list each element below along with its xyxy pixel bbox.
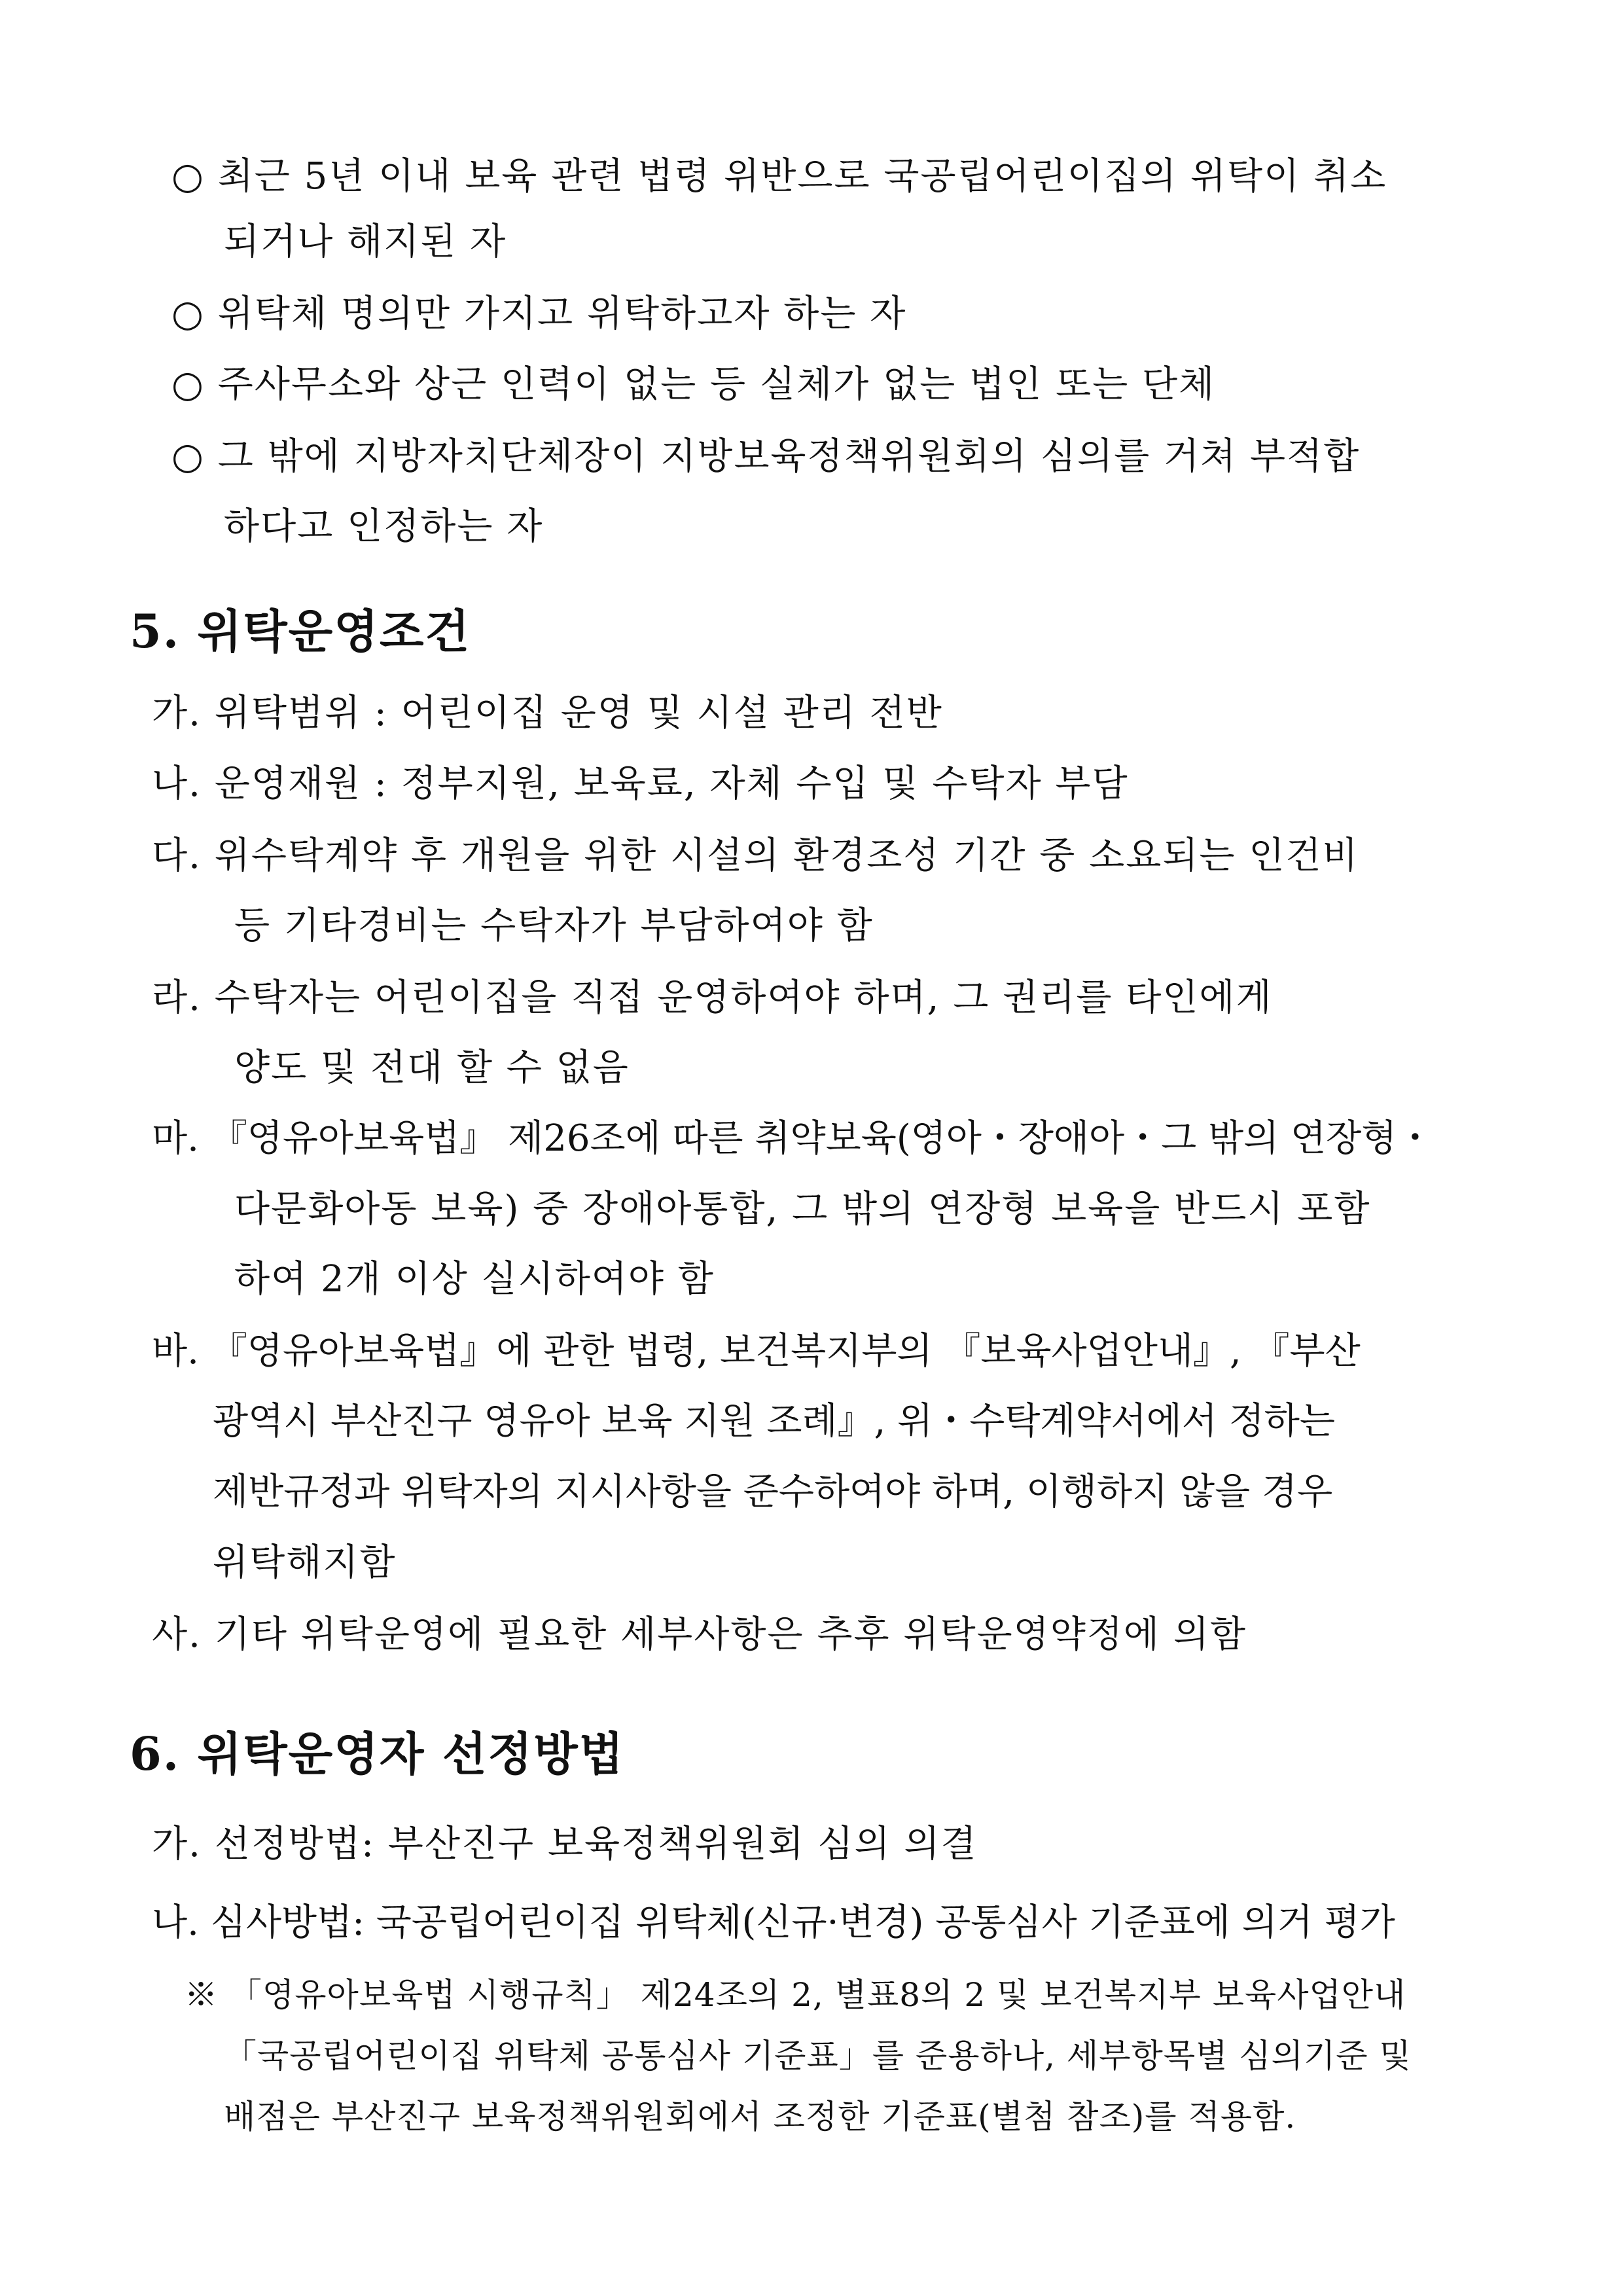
- bullet-4-line-2: 하다고 인정하는 자: [224, 505, 544, 548]
- circle-bullet-icon: ○: [171, 435, 205, 478]
- section-6-note-line-2: 「국공립어린이집 위탁체 공통심사 기준표」를 준용하나, 세부항목별 심의기준 및: [224, 2037, 1412, 2075]
- circle-bullet-icon: ○: [171, 293, 205, 335]
- section-5-item-ma-line-3: 하여 2개 이상 실시하여야 함: [234, 1258, 715, 1300]
- bullet-1-line-2: 되거나 해지된 자: [224, 221, 507, 263]
- section-5-item-ga: 가. 위탁범위 : 어린이집 운영 및 시설 관리 전반: [152, 692, 943, 734]
- section-6-note-line-1: ※ 「영유아보육법 시행규칙」 제24조의 2, 별표8의 2 및 보건복지부 보육사업안내: [185, 1976, 1406, 2014]
- section-5-item-ra-line-1: 라. 수탁자는 어린이집을 직접 운영하여야 하며, 그 권리를 타인에게: [152, 977, 1273, 1019]
- section-6-item-na: 나. 심사방법: 국공립어린이집 위탁체(신규·변경) 공통심사 기준표에 의거 평가: [152, 1901, 1395, 1944]
- reference-mark-icon: ※: [185, 1976, 218, 2014]
- bullet-3-line-1: ○ 주사무소와 상근 인력이 없는 등 실체가 없는 법인 또는 단체: [171, 363, 1216, 406]
- bullet-4-line-1: ○ 그 밖에 지방자치단체장이 지방보육정책위원회의 심의를 거쳐 부적합: [171, 435, 1361, 478]
- section-6-item-ga: 가. 선정방법: 부산진구 보육정책위원회 심의 의결: [152, 1823, 978, 1865]
- bullet-2-line-1: ○ 위탁체 명의만 가지고 위탁하고자 하는 자: [171, 293, 907, 335]
- section-6-heading: 6. 위탁운영자 선정방법: [130, 1727, 625, 1781]
- section-5-heading: 5. 위탁운영조건: [130, 604, 471, 658]
- section-5-item-sa: 사. 기타 위탁운영에 필요한 세부사항은 추후 위탁운영약정에 의함: [152, 1613, 1247, 1656]
- section-5-item-ma-line-1: 마. 『영유아보육법』 제26조에 따른 취약보육(영아・장애아・그 밖의 연장형・: [152, 1117, 1434, 1160]
- section-6-note-line-3: 배점은 부산진구 보육정책위원회에서 조정한 기준표(별첨 참조)를 적용함.: [224, 2098, 1296, 2136]
- section-5-item-ra-line-2: 양도 및 전대 할 수 없음: [234, 1047, 630, 1089]
- section-5-item-da-line-1: 다. 위수탁계약 후 개원을 위한 시설의 환경조성 기간 중 소요되는 인건비: [152, 834, 1359, 877]
- circle-bullet-icon: ○: [171, 363, 205, 406]
- section-5-item-da-line-2: 등 기타경비는 수탁자가 부담하여야 함: [234, 905, 874, 947]
- section-5-item-na: 나. 운영재원 : 정부지원, 보육료, 자체 수입 및 수탁자 부담: [152, 762, 1129, 805]
- section-5-item-ba-line-2: 광역시 부산진구 영유아 보육 지원 조례』, 위・수탁계약서에서 정하는: [213, 1400, 1335, 1443]
- bullet-1-line-1: ○ 최근 5년 이내 보육 관련 법령 위반으로 국공립어린이집의 위탁이 취소: [171, 155, 1387, 198]
- section-5-item-ba-line-4: 위탁해지함: [213, 1541, 397, 1584]
- circle-bullet-icon: ○: [171, 155, 205, 198]
- section-5-item-ba-line-3: 제반규정과 위탁자의 지시사항을 준수하여야 하며, 이행하지 않을 경우: [213, 1471, 1333, 1513]
- section-5-item-ma-line-2: 다문화아동 보육) 중 장애아통합, 그 밖의 연장형 보육을 반드시 포함: [234, 1188, 1371, 1230]
- section-5-item-ba-line-1: 바. 『영유아보육법』에 관한 법령, 보건복지부의 『보육사업안내』, 『부산: [152, 1330, 1361, 1372]
